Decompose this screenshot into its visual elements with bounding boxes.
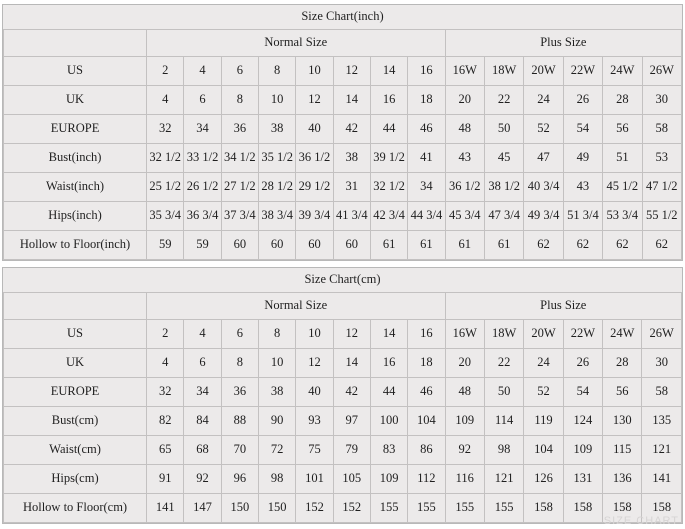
cell: 84 bbox=[184, 407, 221, 436]
cell: 44 bbox=[370, 378, 407, 407]
cell: 152 bbox=[296, 494, 333, 523]
cell: 60 bbox=[221, 231, 258, 260]
cell: 43 bbox=[563, 173, 602, 202]
cell: 53 bbox=[642, 144, 681, 173]
cell: 45 3/4 bbox=[445, 202, 484, 231]
cell: 62 bbox=[642, 231, 681, 260]
cell: 48 bbox=[445, 115, 484, 144]
cell: 10 bbox=[259, 86, 296, 115]
cell: 52 bbox=[524, 115, 563, 144]
cell: 141 bbox=[147, 494, 184, 523]
row-label-uk: UK bbox=[4, 349, 147, 378]
cell: 155 bbox=[370, 494, 407, 523]
cell: 6 bbox=[221, 320, 258, 349]
cell: 119 bbox=[524, 407, 563, 436]
cell: 39 1/2 bbox=[370, 144, 407, 173]
cell: 82 bbox=[147, 407, 184, 436]
cell: 10 bbox=[296, 57, 333, 86]
cell: 59 bbox=[184, 231, 221, 260]
cell: 25 1/2 bbox=[147, 173, 184, 202]
cell: 51 bbox=[603, 144, 642, 173]
cell: 61 bbox=[408, 231, 445, 260]
cell: 124 bbox=[563, 407, 602, 436]
cell: 114 bbox=[484, 407, 523, 436]
cell: 46 bbox=[408, 378, 445, 407]
cell: 116 bbox=[445, 465, 484, 494]
cell: 20 bbox=[445, 349, 484, 378]
cell: 6 bbox=[184, 349, 221, 378]
cell: 136 bbox=[603, 465, 642, 494]
cell: 121 bbox=[642, 436, 682, 465]
cell: 130 bbox=[603, 407, 642, 436]
cell: 38 bbox=[333, 144, 370, 173]
cell: 12 bbox=[333, 57, 370, 86]
cell: 2 bbox=[147, 57, 184, 86]
cell: 24 bbox=[524, 86, 563, 115]
group-header-plus: Plus Size bbox=[445, 293, 681, 320]
cell: 34 bbox=[184, 378, 221, 407]
cell: 65 bbox=[147, 436, 184, 465]
cell: 42 3/4 bbox=[370, 202, 407, 231]
cell: 60 bbox=[259, 231, 296, 260]
table-title-row bbox=[4, 268, 682, 293]
cell: 16 bbox=[370, 86, 407, 115]
cell: 54 bbox=[563, 115, 602, 144]
cell: 150 bbox=[221, 494, 258, 523]
cell: 28 bbox=[603, 86, 642, 115]
cell: 20W bbox=[524, 57, 563, 86]
chart-title: Size Chart(inch) bbox=[4, 5, 682, 30]
cell: 101 bbox=[296, 465, 333, 494]
table-row bbox=[4, 173, 682, 202]
cell: 28 bbox=[603, 349, 642, 378]
cell: 30 bbox=[642, 349, 682, 378]
cell: 62 bbox=[603, 231, 642, 260]
cell: 68 bbox=[184, 436, 221, 465]
cell: 4 bbox=[184, 320, 221, 349]
row-label-us: US bbox=[4, 57, 147, 86]
cell: 52 bbox=[524, 378, 563, 407]
cell: 18W bbox=[484, 320, 523, 349]
cell: 150 bbox=[258, 494, 295, 523]
cell: 109 bbox=[563, 436, 602, 465]
cell: 4 bbox=[147, 86, 184, 115]
table-row bbox=[4, 494, 682, 523]
table-row bbox=[4, 436, 682, 465]
row-label-us: US bbox=[4, 320, 147, 349]
cell: 56 bbox=[603, 115, 642, 144]
table-row bbox=[4, 231, 682, 260]
cell: 72 bbox=[258, 436, 295, 465]
cell: 51 3/4 bbox=[563, 202, 602, 231]
cell: 20 bbox=[445, 86, 484, 115]
cell: 59 bbox=[147, 231, 184, 260]
cell: 8 bbox=[259, 57, 296, 86]
size-chart-inch-block bbox=[2, 4, 683, 261]
cell: 90 bbox=[258, 407, 295, 436]
cell: 16 bbox=[408, 320, 445, 349]
cell: 105 bbox=[333, 465, 370, 494]
cell: 18 bbox=[408, 86, 445, 115]
cell: 16W bbox=[445, 320, 484, 349]
cell: 26W bbox=[642, 57, 681, 86]
row-label-hips: Hips(inch) bbox=[4, 202, 147, 231]
cell: 61 bbox=[484, 231, 523, 260]
cell: 35 1/2 bbox=[259, 144, 296, 173]
cell: 33 1/2 bbox=[184, 144, 221, 173]
cell: 22 bbox=[484, 86, 523, 115]
cell: 4 bbox=[184, 57, 221, 86]
table-row bbox=[4, 202, 682, 231]
cell: 98 bbox=[258, 465, 295, 494]
cell: 40 bbox=[296, 378, 333, 407]
cell: 55 1/2 bbox=[642, 202, 681, 231]
cell: 62 bbox=[524, 231, 563, 260]
cell: 26 bbox=[563, 86, 602, 115]
cell: 44 bbox=[370, 115, 407, 144]
cell: 22W bbox=[563, 320, 602, 349]
cell: 112 bbox=[408, 465, 445, 494]
cell: 86 bbox=[408, 436, 445, 465]
cell: 53 3/4 bbox=[603, 202, 642, 231]
cell: 45 1/2 bbox=[603, 173, 642, 202]
cell: 50 bbox=[484, 115, 523, 144]
cell: 38 1/2 bbox=[484, 173, 523, 202]
cell: 96 bbox=[221, 465, 258, 494]
cell: 32 bbox=[147, 378, 184, 407]
cell: 158 bbox=[563, 494, 602, 523]
cell: 8 bbox=[221, 349, 258, 378]
size-chart-cm-table bbox=[3, 268, 682, 523]
cell: 14 bbox=[370, 320, 407, 349]
cell: 155 bbox=[408, 494, 445, 523]
cell: 70 bbox=[221, 436, 258, 465]
cell: 126 bbox=[524, 465, 563, 494]
cell: 121 bbox=[484, 465, 523, 494]
cell: 62 bbox=[563, 231, 602, 260]
table-row bbox=[4, 407, 682, 436]
table-row bbox=[4, 86, 682, 115]
chart-title: Size Chart(cm) bbox=[4, 268, 682, 293]
cell: 10 bbox=[258, 349, 295, 378]
cell: 8 bbox=[258, 320, 295, 349]
table-row bbox=[4, 378, 682, 407]
size-chart-inch-table bbox=[3, 5, 682, 260]
cell: 34 bbox=[408, 173, 445, 202]
cell: 24W bbox=[603, 57, 642, 86]
cell: 8 bbox=[221, 86, 258, 115]
cell: 47 bbox=[524, 144, 563, 173]
cell: 48 bbox=[445, 378, 484, 407]
cell: 158 bbox=[603, 494, 642, 523]
cell: 22 bbox=[484, 349, 523, 378]
cell: 43 bbox=[445, 144, 484, 173]
cell: 104 bbox=[408, 407, 445, 436]
cell: 93 bbox=[296, 407, 333, 436]
cell: 155 bbox=[445, 494, 484, 523]
cell: 38 bbox=[259, 115, 296, 144]
cell: 60 bbox=[333, 231, 370, 260]
cell: 50 bbox=[484, 378, 523, 407]
table-title-row bbox=[4, 5, 682, 30]
cell: 32 1/2 bbox=[147, 144, 184, 173]
cell: 32 bbox=[147, 115, 184, 144]
cell: 29 1/2 bbox=[296, 173, 333, 202]
cell: 36 bbox=[221, 115, 258, 144]
cell: 92 bbox=[445, 436, 484, 465]
cell: 115 bbox=[603, 436, 642, 465]
cell: 49 bbox=[563, 144, 602, 173]
cell: 34 1/2 bbox=[221, 144, 258, 173]
row-label-uk: UK bbox=[4, 86, 147, 115]
cell: 158 bbox=[524, 494, 563, 523]
row-label-waist: Waist(cm) bbox=[4, 436, 147, 465]
table-row bbox=[4, 465, 682, 494]
cell: 4 bbox=[147, 349, 184, 378]
cell: 36 3/4 bbox=[184, 202, 221, 231]
cell: 131 bbox=[563, 465, 602, 494]
row-label-europe: EUROPE bbox=[4, 115, 147, 144]
cell: 10 bbox=[296, 320, 333, 349]
cell: 16W bbox=[445, 57, 484, 86]
cell: 49 3/4 bbox=[524, 202, 563, 231]
cell: 97 bbox=[333, 407, 370, 436]
group-header-plus: Plus Size bbox=[445, 30, 681, 57]
cell: 158 bbox=[642, 494, 682, 523]
cell: 26W bbox=[642, 320, 682, 349]
cell: 109 bbox=[445, 407, 484, 436]
cell: 6 bbox=[184, 86, 221, 115]
cell: 32 1/2 bbox=[370, 173, 407, 202]
cell: 20W bbox=[524, 320, 563, 349]
row-label-hollow-to-floor: Hollow to Floor(cm) bbox=[4, 494, 147, 523]
cell: 18W bbox=[484, 57, 523, 86]
cell: 61 bbox=[445, 231, 484, 260]
cell: 12 bbox=[333, 320, 370, 349]
cell: 100 bbox=[370, 407, 407, 436]
cell: 42 bbox=[333, 115, 370, 144]
size-chart-cm-block bbox=[2, 267, 683, 524]
cell: 155 bbox=[484, 494, 523, 523]
cell: 40 3/4 bbox=[524, 173, 563, 202]
row-label-hips: Hips(cm) bbox=[4, 465, 147, 494]
cell: 14 bbox=[333, 86, 370, 115]
row-label-bust: Bust(inch) bbox=[4, 144, 147, 173]
group-header-normal: Normal Size bbox=[147, 293, 446, 320]
cell: 2 bbox=[147, 320, 184, 349]
cell: 28 1/2 bbox=[259, 173, 296, 202]
cell: 147 bbox=[184, 494, 221, 523]
row-label-waist: Waist(inch) bbox=[4, 173, 147, 202]
table-row bbox=[4, 144, 682, 173]
cell: 42 bbox=[333, 378, 370, 407]
cell: 24W bbox=[603, 320, 642, 349]
cell: 75 bbox=[296, 436, 333, 465]
cell: 35 3/4 bbox=[147, 202, 184, 231]
cell: 16 bbox=[370, 349, 407, 378]
cell: 36 1/2 bbox=[445, 173, 484, 202]
group-header-normal: Normal Size bbox=[147, 30, 446, 57]
cell: 38 3/4 bbox=[259, 202, 296, 231]
cell: 91 bbox=[147, 465, 184, 494]
cell: 36 1/2 bbox=[296, 144, 333, 173]
cell: 39 3/4 bbox=[296, 202, 333, 231]
cell: 104 bbox=[524, 436, 563, 465]
table-row bbox=[4, 115, 682, 144]
cell: 38 bbox=[258, 378, 295, 407]
cell: 12 bbox=[296, 349, 333, 378]
cell: 41 3/4 bbox=[333, 202, 370, 231]
cell: 47 1/2 bbox=[642, 173, 681, 202]
cell: 24 bbox=[524, 349, 563, 378]
cell: 31 bbox=[333, 173, 370, 202]
cell: 152 bbox=[333, 494, 370, 523]
cell: 141 bbox=[642, 465, 682, 494]
cell: 54 bbox=[563, 378, 602, 407]
cell: 60 bbox=[296, 231, 333, 260]
cell: 30 bbox=[642, 86, 681, 115]
cell: 22W bbox=[563, 57, 602, 86]
cell: 98 bbox=[484, 436, 523, 465]
cell: 44 3/4 bbox=[408, 202, 445, 231]
cell: 46 bbox=[408, 115, 445, 144]
cell: 58 bbox=[642, 115, 681, 144]
cell: 14 bbox=[370, 57, 407, 86]
cell: 61 bbox=[370, 231, 407, 260]
cell: 41 bbox=[408, 144, 445, 173]
cell: 34 bbox=[184, 115, 221, 144]
cell: 45 bbox=[484, 144, 523, 173]
cell: 58 bbox=[642, 378, 682, 407]
watermark-text: SIZE CHART bbox=[603, 515, 679, 527]
cell: 109 bbox=[370, 465, 407, 494]
cell: 26 bbox=[563, 349, 602, 378]
cell: 14 bbox=[333, 349, 370, 378]
group-blank-cell bbox=[4, 30, 147, 57]
table-row bbox=[4, 349, 682, 378]
cell: 40 bbox=[296, 115, 333, 144]
cell: 36 bbox=[221, 378, 258, 407]
row-label-hollow-to-floor: Hollow to Floor(inch) bbox=[4, 231, 147, 260]
cell: 37 3/4 bbox=[221, 202, 258, 231]
cell: 26 1/2 bbox=[184, 173, 221, 202]
table-group-row bbox=[4, 293, 682, 320]
row-label-europe: EUROPE bbox=[4, 378, 147, 407]
cell: 88 bbox=[221, 407, 258, 436]
cell: 79 bbox=[333, 436, 370, 465]
cell: 92 bbox=[184, 465, 221, 494]
cell: 47 3/4 bbox=[484, 202, 523, 231]
cell: 16 bbox=[408, 57, 445, 86]
table-row bbox=[4, 320, 682, 349]
cell: 27 1/2 bbox=[221, 173, 258, 202]
table-group-row bbox=[4, 30, 682, 57]
cell: 56 bbox=[603, 378, 642, 407]
cell: 83 bbox=[370, 436, 407, 465]
cell: 6 bbox=[221, 57, 258, 86]
group-blank-cell bbox=[4, 293, 147, 320]
cell: 12 bbox=[296, 86, 333, 115]
cell: 135 bbox=[642, 407, 682, 436]
cell: 18 bbox=[408, 349, 445, 378]
row-label-bust: Bust(cm) bbox=[4, 407, 147, 436]
table-row bbox=[4, 57, 682, 86]
